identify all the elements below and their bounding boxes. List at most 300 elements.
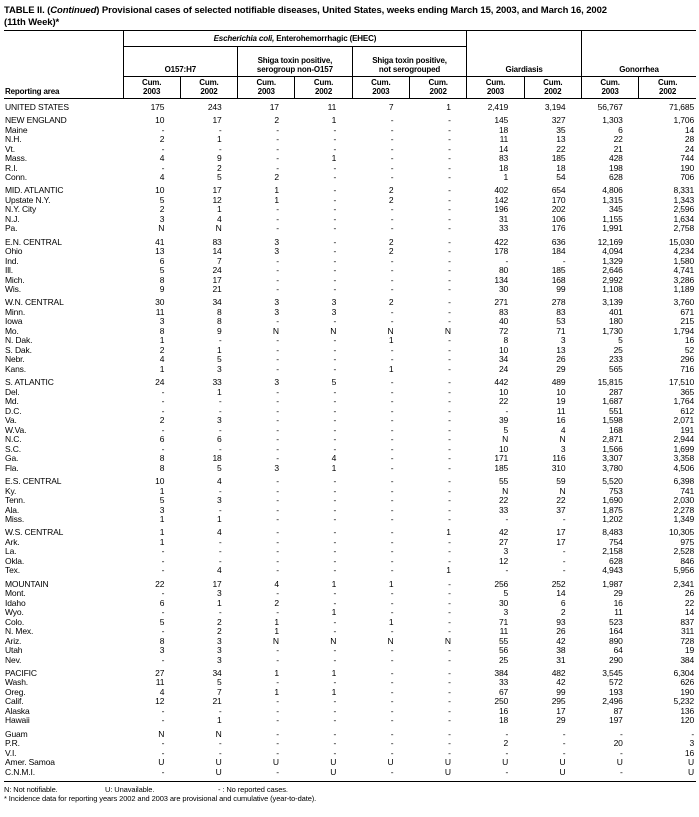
value-cell: -: [390, 386, 394, 397]
value-cell: 2,158: [602, 546, 623, 557]
value-cell: -: [333, 705, 337, 716]
value-cell: -: [390, 316, 394, 327]
value-cell: 5: [217, 354, 222, 365]
cum-year-header: [123, 77, 180, 99]
value-cell: 565: [609, 363, 623, 374]
value-cell: -: [161, 555, 165, 566]
value-cell: 30: [498, 284, 509, 295]
value-cell: -: [333, 476, 337, 487]
value-cell: N: [272, 635, 279, 646]
value-cell: U: [502, 757, 509, 768]
year-label: 2002: [200, 86, 218, 96]
value-cell: -: [333, 504, 337, 515]
table-row: [4, 224, 696, 234]
footnote-n: N: Not notifiable.: [4, 785, 58, 795]
value-cell: -: [276, 265, 279, 276]
value-cell: 365: [680, 386, 695, 397]
value-cell: -: [161, 162, 165, 173]
year-label: 2003: [601, 86, 619, 96]
value-cell: 7: [388, 101, 394, 112]
value-cell: 52: [684, 344, 695, 355]
value-cell: 190: [680, 162, 695, 173]
value-cell: 25: [613, 344, 623, 355]
table-row: [4, 566, 696, 576]
cum-label: Cum.: [256, 78, 276, 87]
table-row: [4, 730, 696, 740]
value-cell: 26: [556, 354, 566, 365]
value-cell: 14: [498, 143, 509, 154]
value-cell: 523: [609, 616, 623, 627]
value-cell: -: [390, 686, 394, 697]
value-cell: -: [448, 434, 451, 445]
value-cell: -: [333, 255, 337, 266]
value-cell: 71: [556, 325, 566, 336]
value-cell: 753: [609, 485, 623, 496]
value-cell: -: [390, 514, 394, 525]
value-cell: -: [620, 728, 623, 739]
value-cell: -: [448, 453, 451, 464]
value-cell: 2,596: [673, 204, 695, 215]
value-cell: -: [448, 284, 451, 295]
table-row: [4, 327, 696, 337]
value-cell: N: [215, 223, 222, 234]
value-cell: -: [390, 485, 394, 496]
value-cell: 1: [331, 462, 337, 473]
table-row: [4, 618, 696, 628]
value-cell: 422: [494, 236, 509, 247]
value-cell: 190: [680, 686, 695, 697]
value-cell: -: [276, 546, 279, 557]
value-cell: -: [390, 134, 394, 145]
value-cell: -: [333, 185, 337, 196]
value-cell: 14: [684, 607, 695, 618]
reporting-area-cell: Minn.: [5, 306, 26, 317]
value-cell: 15,030: [668, 236, 695, 247]
value-cell: -: [448, 747, 451, 758]
value-cell: 17,510: [668, 377, 695, 388]
value-cell: -: [448, 616, 451, 627]
reporting-area-cell: Ky.: [5, 485, 17, 496]
reporting-area-cell: Ill.: [5, 265, 13, 276]
table-row: [4, 426, 696, 436]
value-cell: 10: [155, 115, 165, 126]
value-cell: -: [390, 476, 394, 487]
value-cell: N: [330, 635, 337, 646]
value-cell: 4: [159, 686, 165, 697]
year-label: 2003: [486, 86, 505, 96]
value-cell: -: [276, 134, 279, 145]
value-cell: N: [330, 325, 337, 336]
value-cell: 1: [274, 667, 279, 678]
value-cell: 83: [556, 306, 566, 317]
reporting-area-cell: Nebr.: [5, 354, 25, 365]
value-cell: 180: [609, 316, 623, 327]
value-cell: 33: [212, 377, 222, 388]
value-cell: 29: [556, 363, 566, 374]
value-cell: 2: [503, 738, 509, 749]
value-cell: -: [390, 738, 394, 749]
value-cell: -: [390, 424, 394, 435]
value-cell: 4: [217, 476, 222, 487]
value-cell: 2,758: [673, 223, 695, 234]
value-cell: 26: [684, 588, 695, 599]
value-cell: -: [333, 194, 337, 205]
value-cell: 25: [498, 654, 509, 665]
reporting-area-cell: Ala.: [5, 504, 20, 515]
value-cell: N: [387, 325, 394, 336]
reporting-area-cell: N.J.: [5, 213, 20, 224]
value-cell: -: [448, 204, 451, 215]
value-cell: 1: [159, 514, 165, 525]
value-cell: -: [390, 396, 394, 407]
value-cell: -: [276, 415, 279, 426]
shiga-serogroup-header: [238, 47, 353, 77]
value-cell: 3: [217, 363, 222, 374]
value-cell: 3: [274, 297, 279, 308]
value-cell: -: [333, 405, 337, 416]
giardiasis-group-header: Giardiasis: [467, 31, 582, 77]
value-cell: -: [333, 246, 337, 257]
value-cell: -: [448, 677, 451, 688]
value-cell: N: [502, 434, 509, 445]
value-cell: -: [390, 354, 394, 365]
value-cell: -: [448, 306, 451, 317]
value-cell: -: [333, 588, 337, 599]
value-cell: 1: [217, 134, 222, 145]
table-row: [4, 173, 696, 183]
value-cell: 295: [551, 696, 566, 707]
value-cell: 42: [556, 635, 566, 646]
value-cell: 3: [217, 654, 222, 665]
reporting-area-cell: Ohio: [5, 246, 23, 257]
value-cell: -: [390, 153, 394, 164]
value-cell: 3: [159, 504, 165, 515]
value-cell: -: [276, 443, 279, 454]
table-row: [4, 716, 696, 726]
value-cell: 1,875: [602, 504, 623, 515]
value-cell: -: [218, 405, 222, 416]
value-cell: 1,634: [673, 213, 695, 224]
value-cell: N: [559, 485, 566, 496]
value-cell: U: [215, 757, 222, 768]
reporting-area-cell: La.: [5, 546, 17, 557]
value-cell: -: [448, 316, 451, 327]
footnote-dash: - : No reported cases.: [218, 785, 288, 795]
value-cell: 3: [217, 635, 222, 646]
value-cell: 22: [613, 134, 623, 145]
value-cell: -: [333, 555, 337, 566]
reporting-area-cell: Mich.: [5, 274, 25, 285]
value-cell: 1,991: [602, 223, 623, 234]
value-cell: -: [276, 284, 279, 295]
value-cell: -: [276, 124, 279, 135]
value-cell: -: [390, 588, 394, 599]
value-cell: -: [333, 626, 337, 637]
value-cell: U: [616, 757, 623, 768]
table-row: [4, 238, 696, 248]
value-cell: -: [505, 405, 509, 416]
value-cell: 12: [155, 696, 165, 707]
value-cell: -: [161, 143, 165, 154]
value-cell: 1: [388, 335, 394, 346]
value-cell: -: [276, 588, 279, 599]
value-cell: 31: [556, 654, 566, 665]
reporting-area-cell: Vt.: [5, 143, 15, 154]
value-cell: 401: [609, 306, 623, 317]
value-cell: 1,566: [602, 443, 623, 454]
value-cell: 6,398: [673, 476, 695, 487]
table-row: [4, 116, 696, 126]
value-cell: 16: [556, 415, 566, 426]
value-cell: -: [448, 405, 451, 416]
value-cell: -: [390, 565, 394, 576]
notifiable-diseases-table: [4, 30, 696, 782]
value-cell: -: [276, 255, 279, 266]
value-cell: -: [390, 443, 394, 454]
value-cell: 27: [155, 667, 165, 678]
value-cell: -: [276, 485, 279, 496]
value-cell: -: [390, 274, 394, 285]
value-cell: -: [276, 738, 279, 749]
value-cell: -: [218, 607, 222, 618]
value-cell: -: [161, 386, 165, 397]
value-cell: -: [390, 306, 394, 317]
value-cell: -: [390, 527, 394, 538]
value-cell: 6: [217, 434, 222, 445]
value-cell: N: [272, 325, 279, 336]
value-cell: 30: [155, 297, 165, 308]
value-cell: 278: [551, 297, 566, 308]
value-cell: 5: [159, 194, 165, 205]
value-cell: 54: [556, 172, 566, 183]
reporting-area-cell: S. ATLANTIC: [5, 377, 54, 388]
value-cell: -: [276, 527, 279, 538]
value-cell: 99: [556, 284, 566, 295]
value-cell: 10: [498, 386, 509, 397]
value-cell: 482: [551, 667, 566, 678]
value-cell: 6: [560, 597, 566, 608]
value-cell: 250: [494, 696, 509, 707]
value-cell: -: [333, 434, 337, 445]
value-cell: -: [333, 715, 337, 726]
value-cell: -: [448, 236, 451, 247]
value-cell: -: [218, 738, 222, 749]
cum-year-header: [409, 77, 466, 99]
value-cell: 16: [498, 705, 509, 716]
value-cell: -: [448, 194, 451, 205]
value-cell: -: [218, 143, 222, 154]
value-cell: 17: [556, 536, 566, 547]
value-cell: 1: [217, 597, 222, 608]
value-cell: 1,764: [673, 396, 695, 407]
footnotes: [4, 785, 699, 803]
value-cell: -: [448, 396, 451, 407]
year-label: 2002: [659, 86, 677, 96]
reporting-area-cell: Guam: [5, 728, 28, 739]
table-row: [4, 164, 696, 174]
value-cell: -: [276, 654, 279, 665]
value-cell: -: [448, 386, 451, 397]
value-cell: -: [218, 335, 222, 346]
table-row: [4, 637, 696, 647]
value-cell: 16: [684, 335, 695, 346]
reporting-area-cell: E.S. CENTRAL: [5, 476, 62, 487]
value-cell: -: [333, 354, 337, 365]
value-cell: 2: [159, 134, 165, 145]
value-cell: -: [333, 344, 337, 355]
value-cell: 2: [274, 597, 279, 608]
value-cell: -: [218, 485, 222, 496]
value-cell: 22: [498, 495, 509, 506]
value-cell: -: [448, 728, 451, 739]
value-cell: -: [333, 546, 337, 557]
table-row: [4, 416, 696, 426]
reporting-area-cell: N. Mex.: [5, 626, 34, 637]
reporting-area-cell: Wash.: [5, 677, 29, 688]
value-cell: -: [448, 696, 451, 707]
value-cell: 34: [212, 667, 222, 678]
value-cell: -: [448, 555, 451, 566]
value-cell: 15,815: [597, 377, 623, 388]
cum-year-header: [639, 77, 696, 99]
value-cell: -: [276, 213, 279, 224]
value-cell: -: [448, 715, 451, 726]
value-cell: -: [218, 546, 222, 557]
value-cell: -: [333, 415, 337, 426]
value-cell: -: [390, 654, 394, 665]
value-cell: 8: [159, 635, 165, 646]
value-cell: 24: [155, 377, 165, 388]
value-cell: 716: [680, 363, 695, 374]
table-row: [4, 205, 696, 215]
value-cell: 170: [551, 194, 566, 205]
table-title-main: ) Provisional cases of selected notifiable diseases, United States, weeks ending March 15, 2003, and March 16, 2002: [96, 5, 607, 16]
value-cell: -: [333, 677, 337, 688]
value-cell: 13: [556, 344, 566, 355]
value-cell: -: [448, 115, 451, 126]
value-cell: 654: [551, 185, 566, 196]
value-cell: 20: [613, 738, 623, 749]
value-cell: -: [390, 265, 394, 276]
value-cell: 626: [680, 677, 695, 688]
value-cell: 18: [212, 453, 222, 464]
value-cell: 1,108: [602, 284, 623, 295]
value-cell: 215: [680, 316, 695, 327]
value-cell: -: [390, 626, 394, 637]
shiga-notserogrouped-line2: not serogrouped: [378, 65, 441, 74]
reporting-area-cell: N.Y. City: [5, 204, 37, 215]
value-cell: -: [505, 514, 509, 525]
value-cell: 3: [274, 246, 279, 257]
value-cell: -: [333, 172, 337, 183]
value-cell: 11: [327, 101, 337, 112]
reporting-area-cell: Oreg.: [5, 686, 26, 697]
cum-label: Cum.: [371, 78, 391, 87]
value-cell: 17: [212, 185, 222, 196]
table-row: [4, 285, 696, 295]
table-row: [4, 336, 696, 346]
value-cell: 1: [388, 616, 394, 627]
value-cell: -: [505, 728, 509, 739]
value-cell: -: [448, 476, 451, 487]
value-cell: 80: [498, 265, 509, 276]
shiga-serogroup-line1: Shiga toxin positive,: [257, 56, 333, 65]
value-cell: -: [448, 344, 451, 355]
value-cell: 1: [331, 153, 337, 164]
table-row: [4, 656, 696, 666]
reporting-area-cell: Upstate N.Y.: [5, 194, 51, 205]
reporting-area-cell: NEW ENGLAND: [5, 115, 67, 126]
value-cell: -: [448, 485, 451, 496]
value-cell: 4: [331, 453, 337, 464]
value-cell: -: [276, 565, 279, 576]
table-row: [4, 749, 696, 759]
value-cell: U: [688, 757, 695, 768]
value-cell: -: [276, 514, 279, 525]
value-cell: 243: [207, 101, 222, 112]
value-cell: -: [333, 162, 337, 173]
table-row: [4, 580, 696, 590]
value-cell: 27: [498, 536, 509, 547]
value-cell: 93: [556, 616, 566, 627]
value-cell: 2,496: [602, 696, 623, 707]
value-cell: 3,358: [673, 453, 695, 464]
value-cell: -: [333, 213, 337, 224]
value-cell: U: [215, 766, 222, 777]
value-cell: 1: [446, 101, 451, 112]
value-cell: 8: [159, 462, 165, 473]
value-cell: 56,767: [597, 101, 623, 112]
value-cell: 2,528: [673, 546, 695, 557]
value-cell: -: [333, 335, 337, 346]
ehec-species-label: Escherichia coli,: [213, 34, 275, 43]
table-row: [4, 454, 696, 464]
value-cell: -: [333, 536, 337, 547]
reporting-area-cell: Ariz.: [5, 635, 22, 646]
value-cell: 11: [155, 677, 165, 688]
value-cell: 671: [680, 306, 695, 317]
value-cell: 29: [556, 715, 566, 726]
table-row: [4, 247, 696, 257]
value-cell: -: [562, 514, 566, 525]
value-cell: 22: [556, 495, 566, 506]
value-cell: 1: [159, 335, 165, 346]
value-cell: -: [333, 363, 337, 374]
value-cell: 22: [498, 396, 509, 407]
value-cell: -: [218, 747, 222, 758]
table-row: [4, 266, 696, 276]
value-cell: U: [387, 757, 394, 768]
value-cell: N: [444, 635, 451, 646]
value-cell: 233: [609, 354, 623, 365]
value-cell: 8: [503, 335, 509, 346]
table-row: [4, 464, 696, 474]
value-cell: 10: [155, 185, 165, 196]
reporting-area-cell: UNITED STATES: [5, 101, 69, 112]
reporting-area-cell: Nev.: [5, 654, 22, 665]
value-cell: -: [390, 715, 394, 726]
value-cell: -: [505, 565, 509, 576]
value-cell: N: [444, 325, 451, 336]
value-cell: 10: [556, 386, 566, 397]
table-row: [4, 646, 696, 656]
value-cell: 741: [680, 485, 695, 496]
value-cell: 4,506: [673, 462, 695, 473]
value-cell: 6: [159, 255, 165, 266]
value-cell: 8: [159, 325, 165, 336]
value-cell: 628: [609, 172, 623, 183]
value-cell: 3: [560, 335, 566, 346]
